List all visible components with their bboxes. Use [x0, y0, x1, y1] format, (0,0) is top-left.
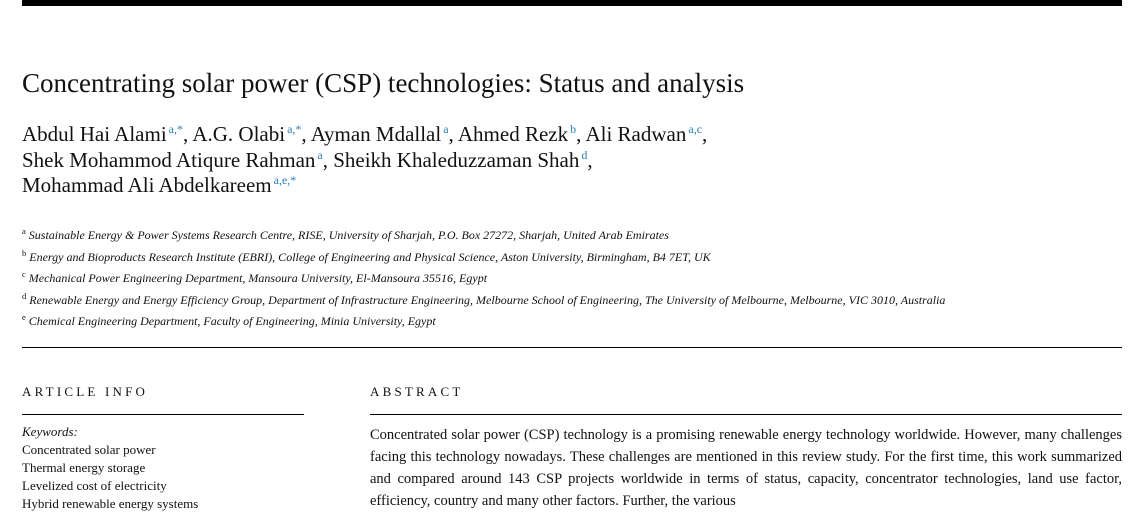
article-info-divider: [22, 414, 304, 415]
author-7[interactable]: [333, 148, 587, 172]
author-3[interactable]: [311, 122, 449, 146]
affiliation-label: a: [22, 226, 26, 236]
affiliation-label: c: [22, 269, 26, 279]
author-8[interactable]: [22, 173, 296, 197]
paper-title: Concentrating solar power (CSP) technologies: Status and analysis: [22, 68, 745, 98]
affiliation-label: b: [22, 247, 27, 258]
affiliation-label: e: [22, 312, 26, 322]
author-name: Shek Mohammod Atiqure Rahman: [22, 147, 316, 172]
affiliation-e: [22, 309, 1022, 331]
affiliation-text: Renewable Energy and Energy Efficiency Group, Department of Infrastructure Engineering, Melbourne School of Engineering, The University of Melbourne, Melbourne, VIC 3010, Australia: [29, 292, 946, 307]
author-list: [22, 122, 1122, 199]
author-name: Ali Radwan: [585, 122, 687, 146]
keyword-item: Concentrated solar power: [22, 442, 156, 457]
author-line-1: [22, 122, 1122, 148]
abstract-divider: [370, 414, 1122, 415]
author-separator: ,: [576, 122, 582, 146]
affiliation-text: Mechanical Power Engineering Department, Mansoura University, El-Mansoura 35516, Egypt: [28, 271, 488, 285]
author-line-3: [22, 173, 1122, 199]
section-divider: [22, 347, 1122, 348]
author-affiliation-marker[interactable]: b: [570, 122, 577, 136]
author-name: Ayman Mdallal: [310, 122, 442, 146]
author-separator: ,: [587, 147, 593, 172]
author-name: Abdul Hai Alami: [22, 122, 167, 146]
author-separator: ,: [301, 122, 307, 146]
keyword-item: Levelized cost of electricity: [22, 478, 167, 493]
affiliation-c: [22, 266, 1022, 288]
author-2[interactable]: [192, 122, 301, 146]
keyword-item: Hybrid renewable energy systems: [22, 496, 199, 511]
author-affiliation-marker[interactable]: d: [581, 147, 588, 162]
author-separator: ,: [322, 147, 328, 172]
author-affiliation-marker[interactable]: a,*: [168, 122, 183, 136]
author-5[interactable]: [585, 122, 702, 146]
author-separator: ,: [702, 122, 708, 146]
affiliation-text: Sustainable Energy & Power Systems Research Centre, RISE, University of Sharjah, P.O. Box 27272, Sharjah, United Arab Emirates: [28, 228, 669, 242]
abstract-heading: ABSTRACT: [370, 384, 464, 399]
top-rule: [22, 0, 1122, 6]
article-info-heading: ARTICLE INFO: [22, 384, 149, 399]
keyword-item: Thermal energy storage: [22, 460, 146, 475]
author-affiliation-marker[interactable]: a: [317, 147, 323, 162]
affiliation-text: Energy and Bioproducts Research Institute (EBRI), College of Engineering and Physical Science, Aston University, Birmingham, B4 7ET, UK: [29, 249, 711, 264]
author-affiliation-marker[interactable]: a,e,*: [273, 173, 297, 187]
author-6[interactable]: [22, 148, 323, 172]
author-affiliation-marker[interactable]: a,*: [287, 122, 302, 136]
author-separator: ,: [182, 122, 189, 146]
author-name: Ahmed Rezk: [457, 122, 569, 146]
author-line-2: [22, 148, 1122, 174]
author-name: A.G. Olabi: [192, 122, 286, 146]
affiliation-a: [22, 223, 1022, 245]
author-affiliation-marker[interactable]: a: [443, 122, 449, 136]
abstract-text: Concentrated solar power (CSP) technology is a promising renewable energy technology worldwide. However, many challenges facing this technology nowadays. These challenges are mentioned in this review study. For the first time, this work summarized and compared around 143 CSP projects worldwide in terms of status, capacity, concentrator technologies, land use factor, efficiency, country and many other factors. Further, the various: [370, 427, 1122, 509]
author-affiliation-marker[interactable]: a,c: [688, 122, 703, 136]
affiliation-text: Chemical Engineering Department, Faculty of Engineering, Minia University, Egypt: [28, 314, 436, 328]
keywords-label: Keywords:: [22, 424, 78, 439]
author-separator: ,: [448, 122, 454, 146]
author-4[interactable]: [458, 122, 576, 146]
affiliation-b: [22, 245, 1022, 267]
affiliation-d: [22, 288, 1022, 310]
affiliation-list: [22, 223, 1022, 331]
affiliation-label: d: [22, 290, 27, 301]
author-1[interactable]: [22, 122, 183, 146]
author-name: Mohammad Ali Abdelkareem: [22, 173, 272, 197]
author-name: Sheikh Khaleduzzaman Shah: [333, 147, 580, 172]
